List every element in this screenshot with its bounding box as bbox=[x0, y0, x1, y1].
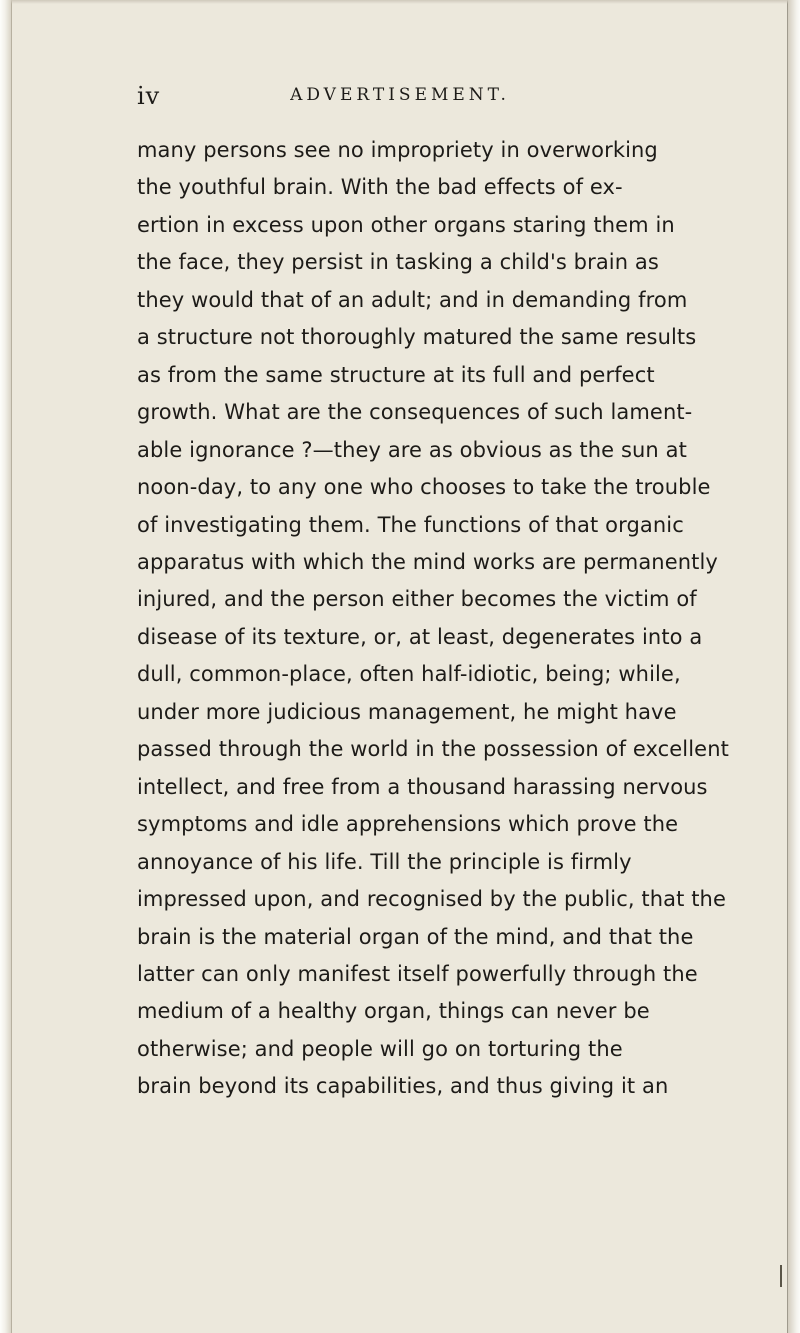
text-line: symptoms and idle apprehensions which prove the bbox=[137, 812, 679, 837]
text-line: brain is the material organ of the mind, and that the bbox=[137, 924, 694, 949]
text-line: ertion in excess upon other organs staring them in bbox=[137, 212, 675, 237]
text-line: dull, common-place, often half-idiotic, being; while, bbox=[137, 662, 681, 687]
text-line: passed through the world in the possession of excellent bbox=[137, 737, 729, 762]
top-page-shadow bbox=[11, 0, 788, 4]
text-line: latter can only manifest itself powerfully through the bbox=[137, 961, 698, 986]
text-line: disease of its texture, or, at least, degenerates into a bbox=[137, 624, 703, 649]
text-line: medium of a healthy organ, things can never be bbox=[137, 999, 650, 1024]
running-head: ADVERTISEMENT. bbox=[290, 85, 510, 105]
text-line: they would that of an adult; and in demanding from bbox=[137, 287, 688, 312]
text-line: otherwise; and people will go on torturing the bbox=[137, 1036, 623, 1061]
text-line: a structure not thoroughly matured the same results bbox=[137, 325, 697, 350]
left-page-edge bbox=[0, 0, 12, 1333]
text-line: of investigating them. The functions of that organic bbox=[137, 512, 684, 537]
page-number: iv bbox=[137, 82, 161, 110]
text-line: noon-day, to any one who chooses to take the trouble bbox=[137, 475, 711, 500]
text-line: able ignorance ?—they are as obvious as the sun at bbox=[137, 437, 687, 462]
text-line: the face, they persist in tasking a child's brain as bbox=[137, 250, 659, 275]
text-line: growth. What are the consequences of such lament- bbox=[137, 400, 693, 425]
text-line: injured, and the person either becomes the victim of bbox=[137, 587, 697, 612]
page-edge-mark bbox=[780, 1265, 782, 1287]
body-text bbox=[137, 132, 787, 1106]
text-line: many persons see no impropriety in overworking bbox=[137, 138, 658, 162]
text-line: as from the same structure at its full and perfect bbox=[137, 362, 655, 387]
text-line: apparatus with which the mind works are permanently bbox=[137, 549, 718, 574]
right-page-edge bbox=[787, 0, 800, 1333]
text-line: impressed upon, and recognised by the public, that the bbox=[137, 887, 726, 912]
text-line: the youthful brain. With the bad effects of ex- bbox=[137, 175, 623, 200]
text-line: intellect, and free from a thousand harassing nervous bbox=[137, 774, 708, 799]
text-line: brain beyond its capabilities, and thus giving it an bbox=[137, 1074, 669, 1099]
text-line: under more judicious management, he might have bbox=[137, 699, 677, 724]
text-line: annoyance of his life. Till the principle is firmly bbox=[137, 849, 632, 874]
